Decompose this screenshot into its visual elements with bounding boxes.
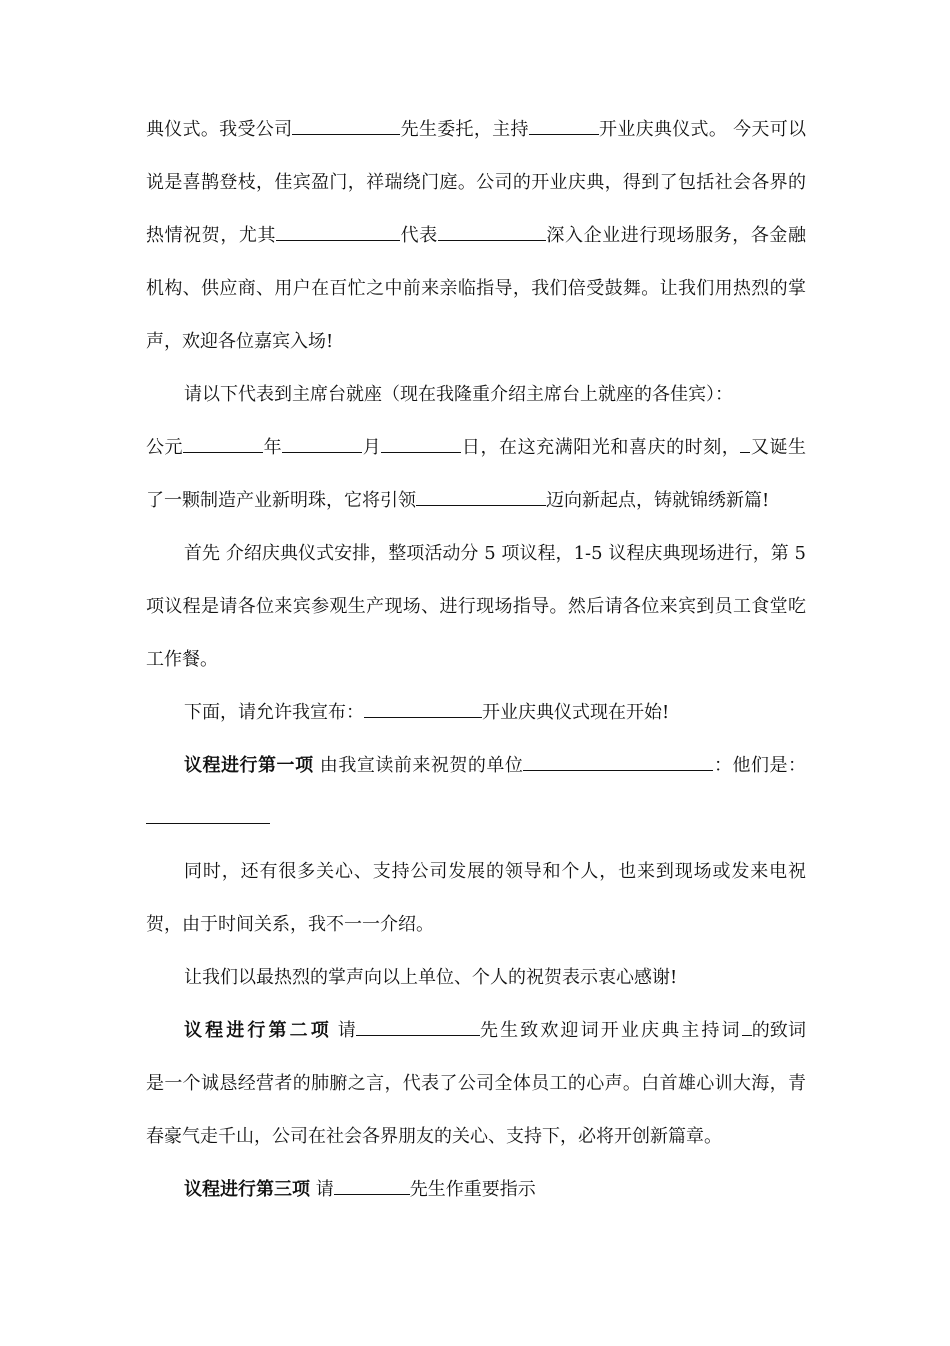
blank-field[interactable] <box>183 436 263 453</box>
paragraph-agenda-2: 议程进行第二项 请 先生致欢迎词开业庆典主持词 的致词是一个诚恳经营者的肺腑之言，代表了公司全体员工的心声。白首雄心训大海，青春豪气走千山，公司在社会各界朋友的关心、支持下，必将开创新篇章。 <box>146 1020 807 1147</box>
blank-field[interactable] <box>356 1019 480 1036</box>
blank-field[interactable] <box>146 807 270 824</box>
blank-field[interactable] <box>334 1178 410 1195</box>
blank-field[interactable] <box>292 118 400 135</box>
paragraph-agenda-1: 议程进行第一项 由我宣读前来祝贺的单位 ：他们是： <box>146 739 806 845</box>
blank-field[interactable] <box>381 436 461 453</box>
agenda-heading: 议程进行第三项 <box>184 1179 310 1200</box>
paragraph-others: 同时，还有很多关心、支持公司发展的领导和个人，也来到现场或发来电祝贺，由于时间关系，我不一一介绍。 <box>146 861 806 935</box>
blank-field[interactable] <box>438 224 546 241</box>
blank-field[interactable] <box>529 118 599 135</box>
paragraph-announce: 下面，请允许我宣布： 开业庆典仪式现在开始! <box>184 702 670 723</box>
paragraph-date: 公元 年 月 日，在这充满阳光和喜庆的时刻， 又诞生了一颗制造产业新明珠，它将引领 迈向新起点，铸就锦绣新篇! <box>146 437 807 511</box>
document-body <box>146 103 806 1216</box>
paragraph-seating: 请以下代表到主席台就座（现在我隆重介绍主席台上就座的各佳宾）： <box>184 384 733 405</box>
blank-field[interactable] <box>740 436 750 453</box>
blank-field[interactable] <box>523 754 713 771</box>
blank-field[interactable] <box>742 1019 752 1036</box>
paragraph-opening: 典仪式。我受公司 先生委托，主持 开业庆典仪式。 今天可以说是喜鹊登枝，佳宾盈门，祥瑞绕门庭。公司的开业庆典，得到了包括社会各界的热情祝贺，尤其 代表 深入企业进行现场服务，各金融机构、供应商、用户在百忙之中前来亲临指导，我们倍受鼓舞。让我们用热烈的掌声，欢迎各位嘉宾入场! <box>146 119 807 352</box>
paragraph-thanks: 让我们以最热烈的掌声向以上单位、个人的祝贺表示衷心感谢! <box>184 967 678 988</box>
blank-field[interactable] <box>276 224 400 241</box>
blank-field[interactable] <box>364 701 482 718</box>
agenda-heading: 议程进行第二项 <box>184 1020 332 1041</box>
agenda-heading: 议程进行第一项 <box>184 755 314 776</box>
blank-field[interactable] <box>416 489 546 506</box>
paragraph-agenda-3: 议程进行第三项 请 先生作重要指示 <box>184 1179 536 1200</box>
paragraph-schedule: 首先 介绍庆典仪式安排，整项活动分 5 项议程，1-5 议程庆典现场进行，第 5 项议程是请各位来宾参观生产现场、进行现场指导。然后请各位来宾到员工食堂吃工作餐。 <box>146 543 806 670</box>
blank-field[interactable] <box>282 436 362 453</box>
